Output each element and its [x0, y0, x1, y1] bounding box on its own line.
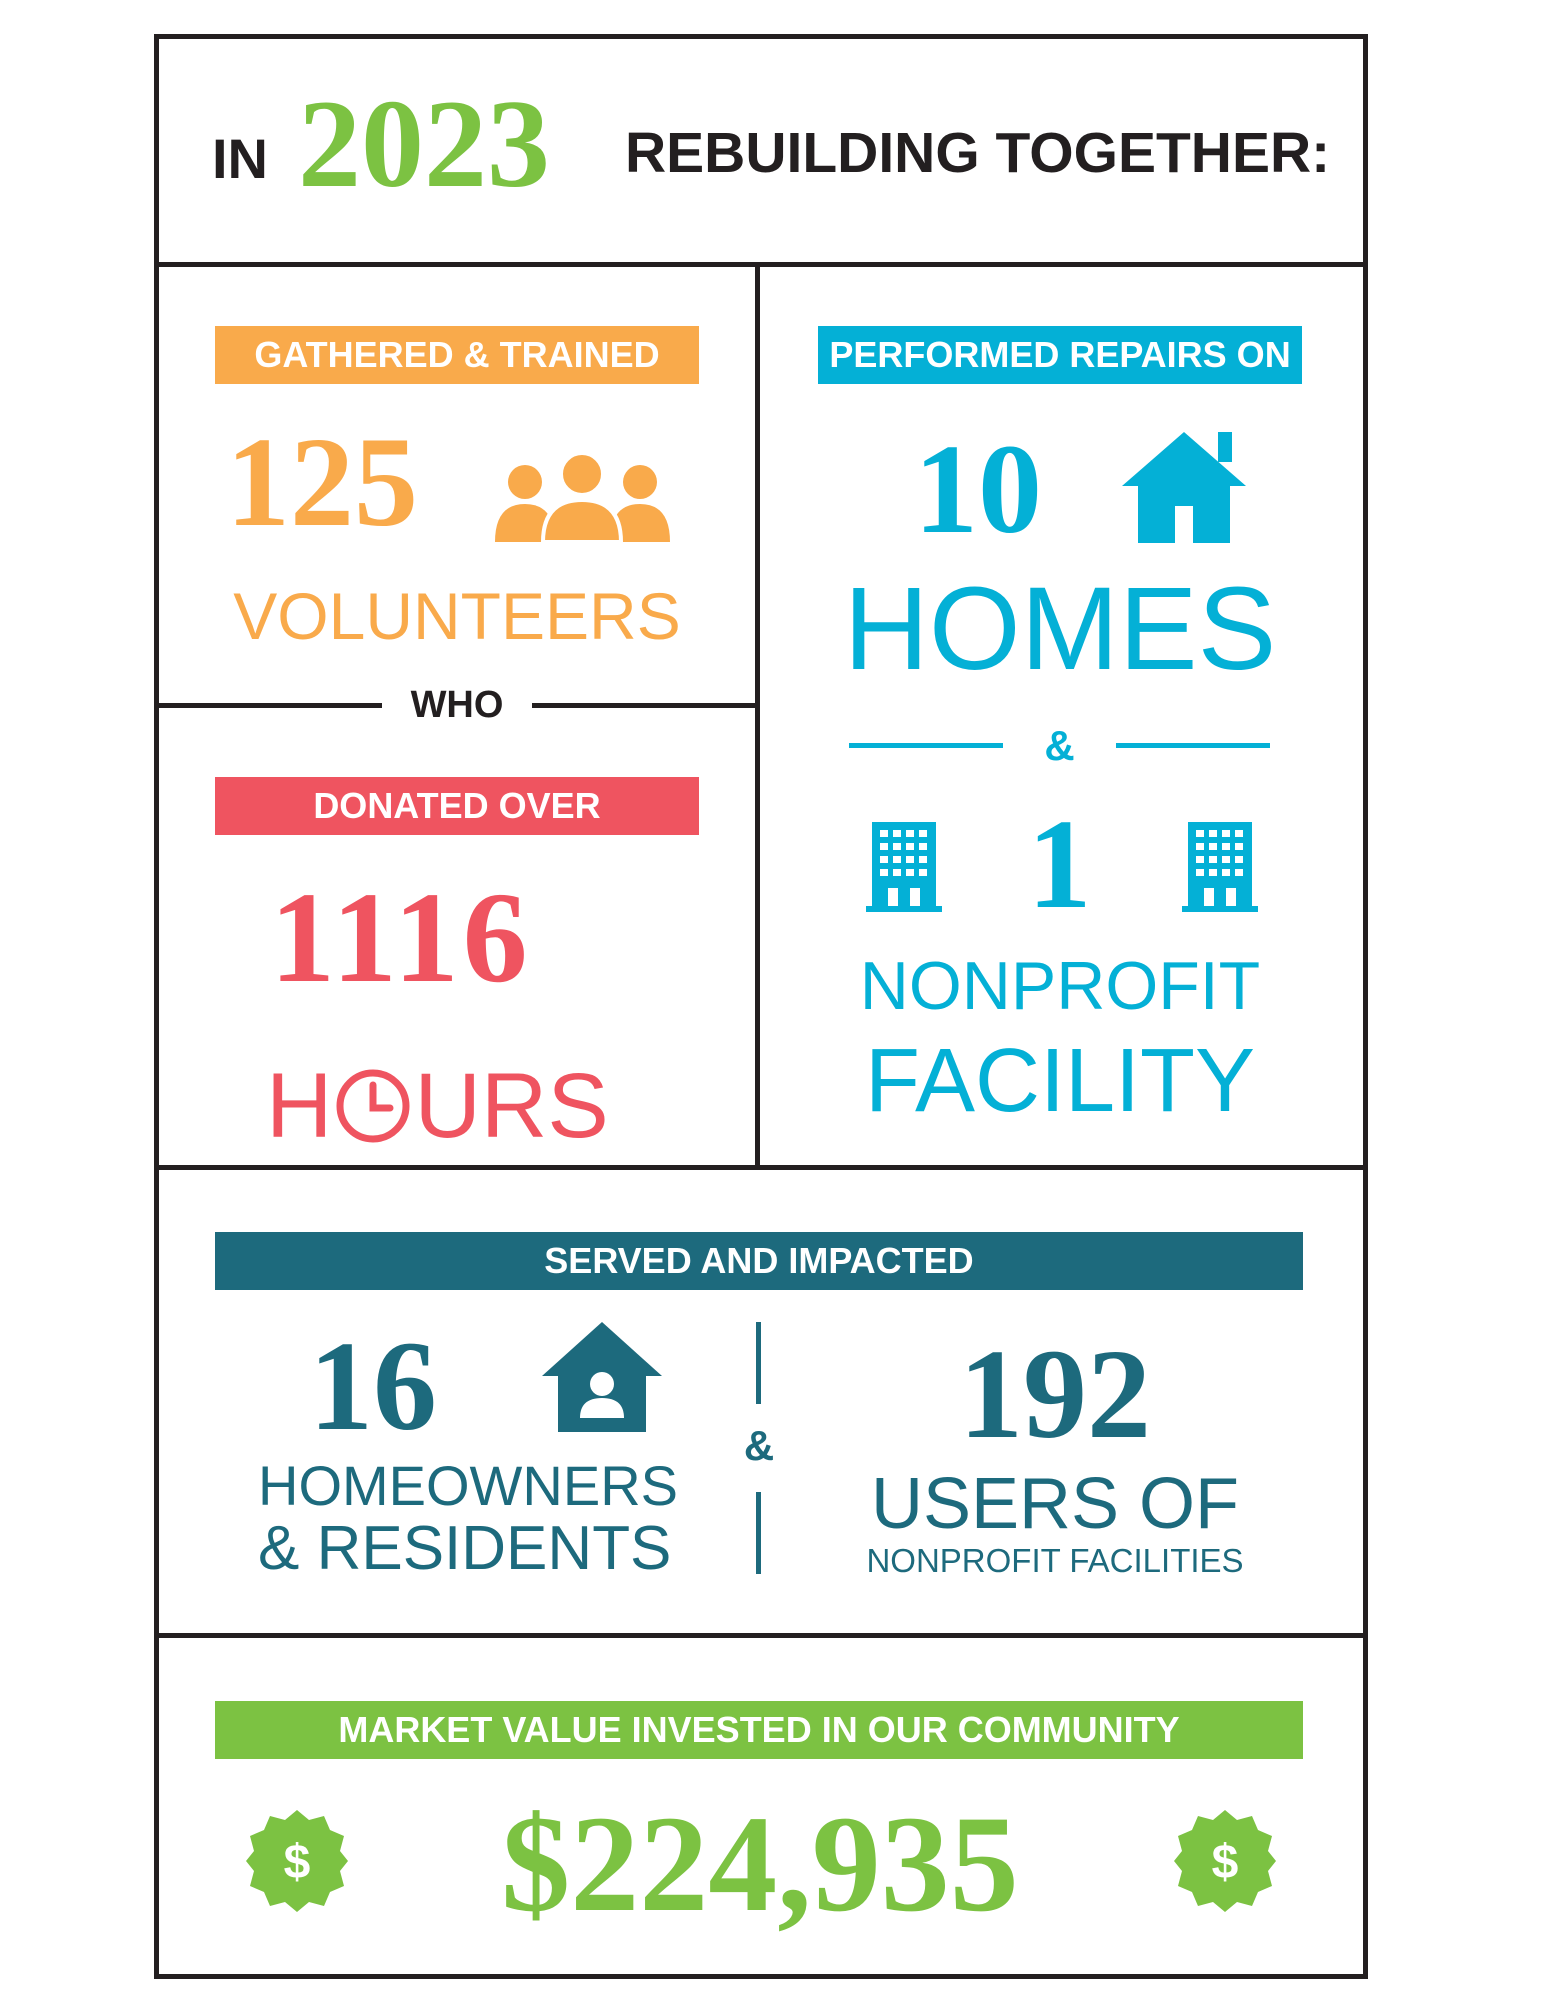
hours-count: 1116 — [270, 866, 532, 1010]
volunteers-label: VOLUNTEERS — [233, 579, 681, 653]
volunteers-banner: GATHERED & TRAINED — [215, 326, 699, 384]
volunteers-count: 125 — [226, 411, 418, 553]
hours-label — [266, 1055, 609, 1157]
building-icon — [866, 822, 942, 912]
market-value: $224,935 — [501, 1787, 1019, 1940]
badge-symbol-right: $ — [1211, 1836, 1239, 1889]
users-label-2: NONPROFIT FACILITIES — [866, 1542, 1244, 1579]
amp-rule-left — [849, 743, 1003, 748]
house-icon — [1120, 428, 1248, 543]
served-rule-top — [756, 1322, 761, 1404]
people-group-icon — [495, 452, 670, 542]
homeowners-label-2: & RESIDENTS — [258, 1514, 672, 1583]
header-prefix: IN — [212, 127, 268, 190]
dollar-badge-icon — [1172, 1808, 1278, 1914]
homeowners-count: 16 — [309, 1315, 437, 1457]
house-person-icon — [542, 1322, 662, 1432]
divider-who-left — [154, 703, 382, 708]
repairs-amp: & — [1044, 722, 1075, 769]
divider-who-right — [532, 703, 758, 708]
facility-label-1: NONPROFIT — [859, 948, 1261, 1024]
repairs-banner: PERFORMED REPAIRS ON — [818, 326, 1302, 384]
divider-header — [154, 262, 1368, 267]
hours-label-end: URS — [414, 1055, 609, 1157]
badge-symbol-left: $ — [283, 1836, 311, 1889]
homeowners-label-1: HOMEOWNERS — [258, 1454, 678, 1517]
clock-icon — [334, 1067, 412, 1145]
facility-count: 1 — [1027, 793, 1092, 935]
who-connector: WHO — [410, 684, 504, 726]
served-amp: & — [743, 1422, 775, 1469]
facility-label-2: FACILITY — [864, 1031, 1256, 1131]
divider-served — [154, 1165, 1368, 1170]
header-year: 2023 — [298, 75, 550, 214]
header-suffix: REBUILDING TOGETHER: — [625, 121, 1331, 185]
served-rule-bottom — [756, 1492, 761, 1574]
served-banner: SERVED AND IMPACTED — [215, 1232, 1303, 1290]
hours-label-start: H — [266, 1055, 333, 1157]
dollar-badge-icon — [244, 1808, 350, 1914]
homes-label: HOMES — [843, 563, 1277, 695]
building-icon — [1182, 822, 1258, 912]
market-banner: MARKET VALUE INVESTED IN OUR COMMUNITY — [215, 1701, 1303, 1759]
divider-vertical-middle — [755, 262, 760, 1170]
homes-count: 10 — [914, 418, 1042, 560]
amp-rule-right — [1116, 743, 1270, 748]
hours-banner: DONATED OVER — [215, 777, 699, 835]
users-count: 192 — [959, 1323, 1151, 1465]
divider-market — [154, 1633, 1368, 1638]
users-label-1: USERS OF — [870, 1464, 1240, 1544]
